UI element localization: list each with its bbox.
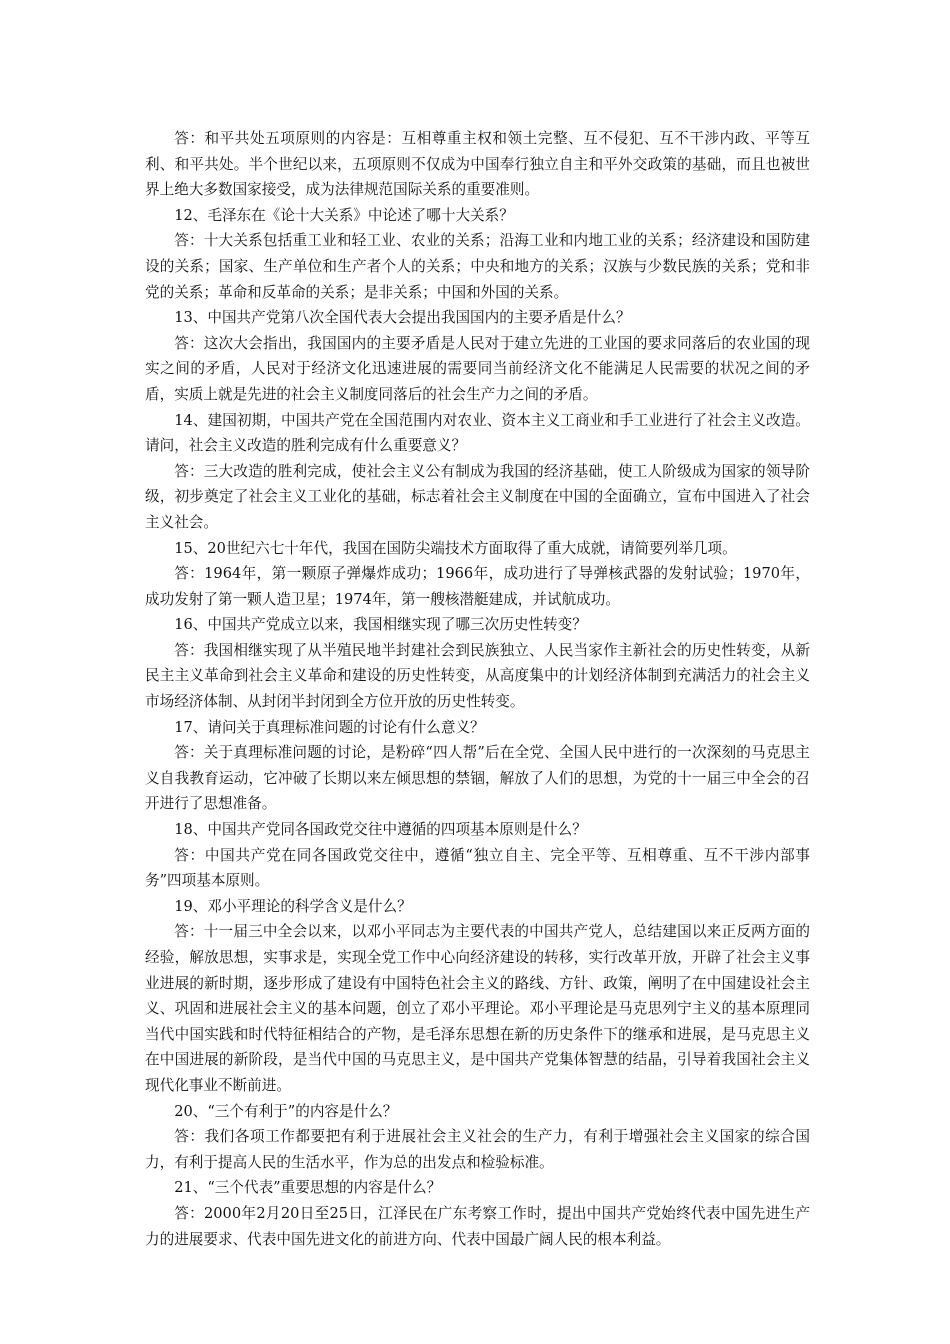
question-20: 20、“三个有利于”的内容是什么？ xyxy=(174,1102,398,1120)
answer-19: 答：十一届三中全会以来，以邓小平同志为主要代表的中国共产党人，总结建国以来正反两方面的经验，解放思想，实事求是，实现全党工作中心向经济建设的转移，实行改革开放，开辟了社会主义事业进展的新时期，逐步形成了建设有中国特色社会主义的路线、方针、政策，阐明了在中国建设社会主义、巩固和进展社会主义的基本问题，创立了邓小平理论。邓小平理论是马克思列宁主义的基本原理同当代中国实践和时代特征相结合的产物，是毛泽东思想在新的历史条件下的继承和进展，是马克思主义在中国进展的新阶段，是当代中国的马克思主义，是中国共产党集体智慧的结晶，引导着我国社会主义现代化事业不断前进。 xyxy=(145,923,810,1094)
document-page xyxy=(145,126,810,1252)
question-12: 12、毛泽东在《论十大关系》中论述了哪十大关系？ xyxy=(174,206,514,224)
question-13: 13、中国共产党第八次全国代表大会提出我国国内的主要矛盾是什么？ xyxy=(174,309,631,327)
answer-16: 答：我国相继实现了从半殖民地半封建社会到民族独立、人民当家作主新社会的历史性转变，从新民主主义革命到社会主义革命和建设的历史性转变，从高度集中的计划经济体制到充满活力的社会主义市场经济体制、从封闭半封闭到全方位开放的历史性转变。 xyxy=(145,641,810,711)
answer-15: 答：1964年，第一颗原子弹爆炸成功；1966年，成功进行了导弹核武器的发射试验；1970年，成功发射了第一颗人造卫星；1974年，第一艘核潜艇建成，并试航成功。 xyxy=(145,565,810,608)
question-14: 14、建国初期，中国共产党在全国范围内对农业、资本主义工商业和手工业进行了社会主义改造。请问，社会主义改造的胜利完成有什么重要意义？ xyxy=(145,411,810,455)
answer-21: 答：2000年2月20日至25日，江泽民在广东考察工作时，提出中国共产党始终代表中国先进生产力的进展要求、代表中国先进文化的前进方向、代表中国最广阔人民的根本利益。 xyxy=(145,1204,810,1248)
answer-12: 答：十大关系包括重工业和轻工业、农业的关系；沿海工业和内地工业的关系；经济建设和国防建设的关系；国家、生产单位和生产者个人的关系；中央和地方的关系；汉族与少数民族的关系；党和非党的关系；革命和反革命的关系；是非关系；中国和外国的关系。 xyxy=(145,232,810,301)
answer-17: 答：关于真理标准问题的讨论，是粉碎“四人帮”后在全党、全国人民中进行的一次深刻的马克思主义自我教育运动，它冲破了长期以来左倾思想的禁锢，解放了人们的思想，为党的十一届三中全会的召开进行了思想准备。 xyxy=(145,744,810,813)
question-16: 16、中国共产党成立以来，我国相继实现了哪三次历史性转变？ xyxy=(174,616,587,634)
question-18: 18、中国共产党同各国政党交往中遵循的四项基本原则是什么？ xyxy=(174,821,587,839)
question-15: 15、20世纪六七十年代，我国在国防尖端技术方面取得了重大成就，请简要列举几项。 xyxy=(174,539,737,557)
question-21: 21、“三个代表”重要思想的内容是什么？ xyxy=(174,1179,442,1197)
answer-11: 答：和平共处五项原则的内容是：互相尊重主权和领土完整、互不侵犯、互不干涉内政、平等互利、和平共处。半个世纪以来，五项原则不仅成为中国奉行独立自主和平外交政策的基础，而且也被世界上绝大多数国家接受，成为法律规范国际关系的重要准则。 xyxy=(145,130,810,199)
answer-18: 答：中国共产党在同各国政党交往中，遵循“独立自主、完全平等、互相尊重、互不干涉内部事务”四项基本原则。 xyxy=(145,846,810,890)
answer-13: 答：这次大会指出，我国国内的主要矛盾是人民对于建立先进的工业国的要求同落后的农业国的现实之间的矛盾，人民对于经济文化迅速进展的需要同当前经济文化不能满足人民需要的状况之间的矛盾，实质上就是先进的社会主义制度同落后的社会生产力之间的矛盾。 xyxy=(145,334,810,403)
answer-14: 答：三大改造的胜利完成，使社会主义公有制成为我国的经济基础，使工人阶级成为国家的领导阶级，初步奠定了社会主义工业化的基础，标志着社会主义制度在中国的全面确立，宣布中国进入了社会主义社会。 xyxy=(145,462,810,531)
question-17: 17、请问关于真理标准问题的讨论有什么意义？ xyxy=(174,718,485,736)
answer-20: 答：我们各项工作都要把有利于进展社会主义社会的生产力，有利于增强社会主义国家的综合国力，有利于提高人民的生活水平，作为总的出发点和检验标准。 xyxy=(145,1128,810,1171)
question-19: 19、邓小平理论的科学含义是什么？ xyxy=(174,897,412,915)
